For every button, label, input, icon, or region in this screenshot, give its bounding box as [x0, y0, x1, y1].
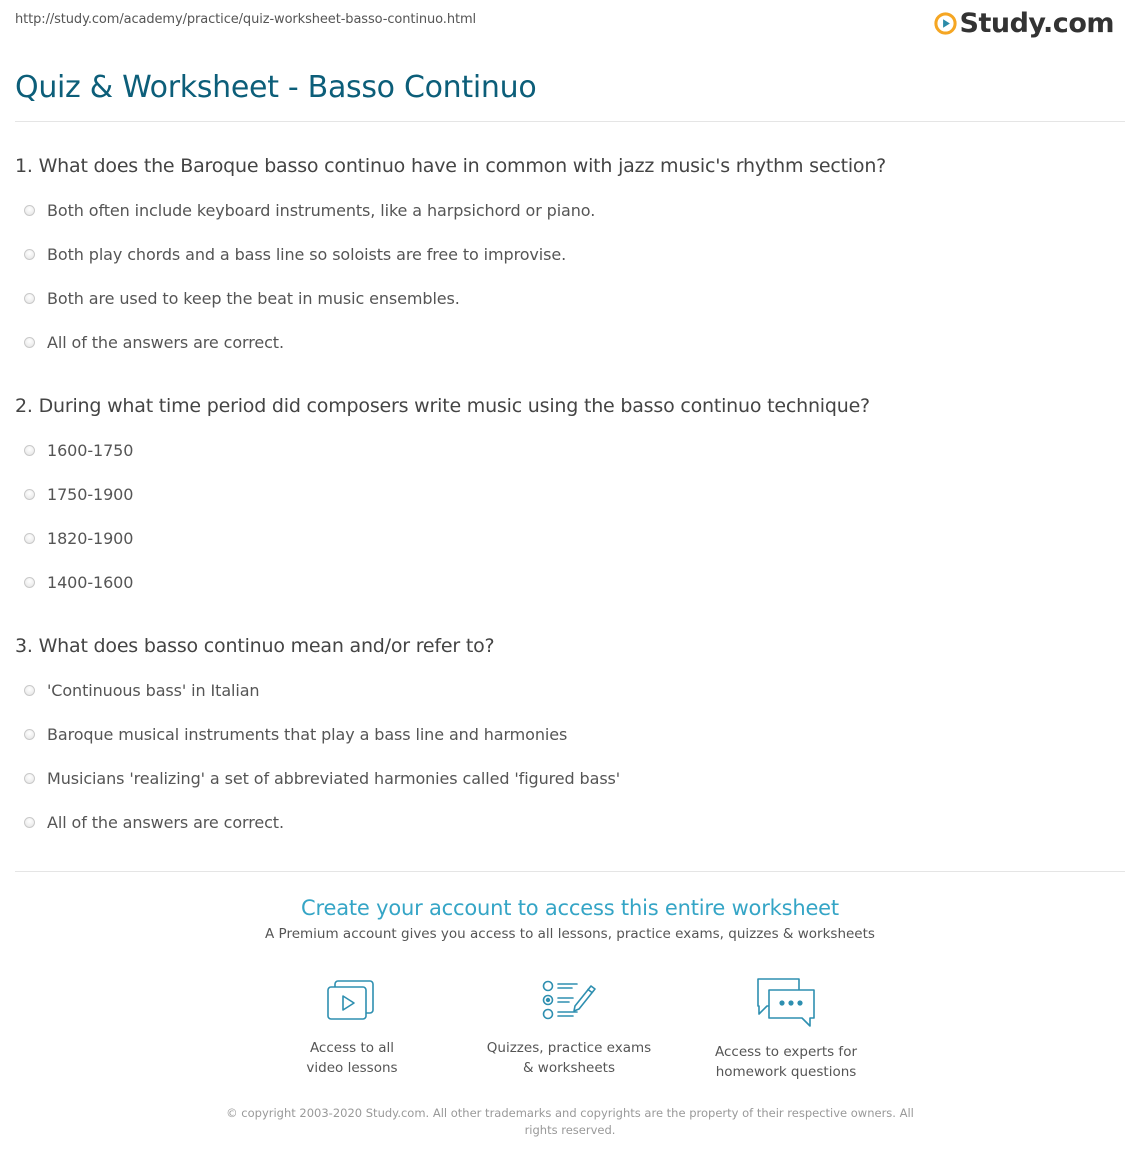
question-1: 1. What does the Baroque basso continuo have in common with jazz music's rhythm section?: [15, 155, 887, 177]
feature-quizzes: [469, 976, 669, 1078]
video-lessons-icon: [325, 976, 379, 1024]
copyright-footer: © copyright 2003-2020 Study.com. All other trademarks and copyrights are the property of their respective owners. All rights reserved.: [226, 1106, 914, 1137]
radio-button[interactable]: [24, 773, 35, 784]
answer-label: 1820-1900: [47, 528, 134, 548]
page-url: http://study.com/academy/practice/quiz-worksheet-basso-continuo.html: [15, 12, 477, 27]
title-divider: [15, 121, 1125, 122]
answer-option[interactable]: [24, 527, 133, 549]
radio-button[interactable]: [24, 685, 35, 696]
answer-option[interactable]: [24, 679, 259, 701]
feature-experts: [686, 976, 886, 1082]
radio-button[interactable]: [24, 489, 35, 500]
feature-label-line: homework questions: [715, 1064, 857, 1080]
play-circle-icon: [934, 12, 957, 35]
radio-button[interactable]: [24, 205, 35, 216]
section-divider: [15, 871, 1125, 872]
answer-label: All of the answers are correct.: [47, 332, 284, 352]
radio-button[interactable]: [24, 445, 35, 456]
feature-label-line: & worksheets: [522, 1060, 615, 1076]
radio-button[interactable]: [24, 249, 35, 260]
answer-option[interactable]: [24, 483, 133, 505]
answer-label: All of the answers are correct.: [47, 812, 284, 832]
question-3: 3. What does basso continuo mean and/or refer to?: [15, 635, 495, 657]
radio-button[interactable]: [24, 817, 35, 828]
answer-option[interactable]: [24, 571, 133, 593]
answer-option[interactable]: [24, 287, 460, 309]
answer-option[interactable]: [24, 811, 284, 833]
answer-option[interactable]: [24, 331, 284, 353]
radio-button[interactable]: [24, 293, 35, 304]
cta-subtitle: A Premium account gives you access to all lessons, practice exams, quizzes & worksheets: [265, 926, 875, 942]
logo-text: Study.com: [959, 8, 1114, 39]
feature-label-line: Access to experts for: [714, 1044, 857, 1060]
radio-button[interactable]: [24, 533, 35, 544]
study-logo[interactable]: [934, 8, 1114, 39]
radio-button[interactable]: [24, 337, 35, 348]
question-2: 2. During what time period did composers write music using the basso continuo technique?: [15, 395, 870, 417]
radio-button[interactable]: [24, 729, 35, 740]
feature-label-line: Quizzes, practice exams: [486, 1040, 652, 1056]
answer-option[interactable]: [24, 767, 620, 789]
feature-label-line: Access to all: [309, 1040, 395, 1056]
answer-option[interactable]: [24, 199, 595, 221]
chat-bubbles-icon: [753, 976, 819, 1028]
feature-video-lessons: [252, 976, 452, 1078]
answer-option[interactable]: [24, 243, 566, 265]
quiz-checklist-icon: [539, 976, 599, 1024]
create-account-link[interactable]: Create your account to access this entire worksheet: [301, 896, 839, 920]
answer-label: 1750-1900: [47, 484, 134, 504]
answer-label: Both are used to keep the beat in music ensembles.: [47, 288, 460, 308]
page-title: Quiz & Worksheet - Basso Continuo: [15, 70, 537, 105]
answer-label: Both play chords and a bass line so soloists are free to improvise.: [47, 244, 567, 264]
answer-label: Both often include keyboard instruments, like a harpsichord or piano.: [47, 200, 596, 220]
answer-label: Baroque musical instruments that play a bass line and harmonies: [47, 724, 568, 744]
radio-button[interactable]: [24, 577, 35, 588]
answer-option[interactable]: [24, 723, 567, 745]
answer-label: 1600-1750: [47, 440, 134, 460]
answer-label: 1400-1600: [47, 572, 134, 592]
answer-label: 'Continuous bass' in Italian: [47, 680, 260, 700]
answer-label: Musicians 'realizing' a set of abbreviated harmonies called 'figured bass': [47, 768, 621, 788]
answer-option[interactable]: [24, 439, 133, 461]
feature-label-line: video lessons: [306, 1060, 398, 1076]
